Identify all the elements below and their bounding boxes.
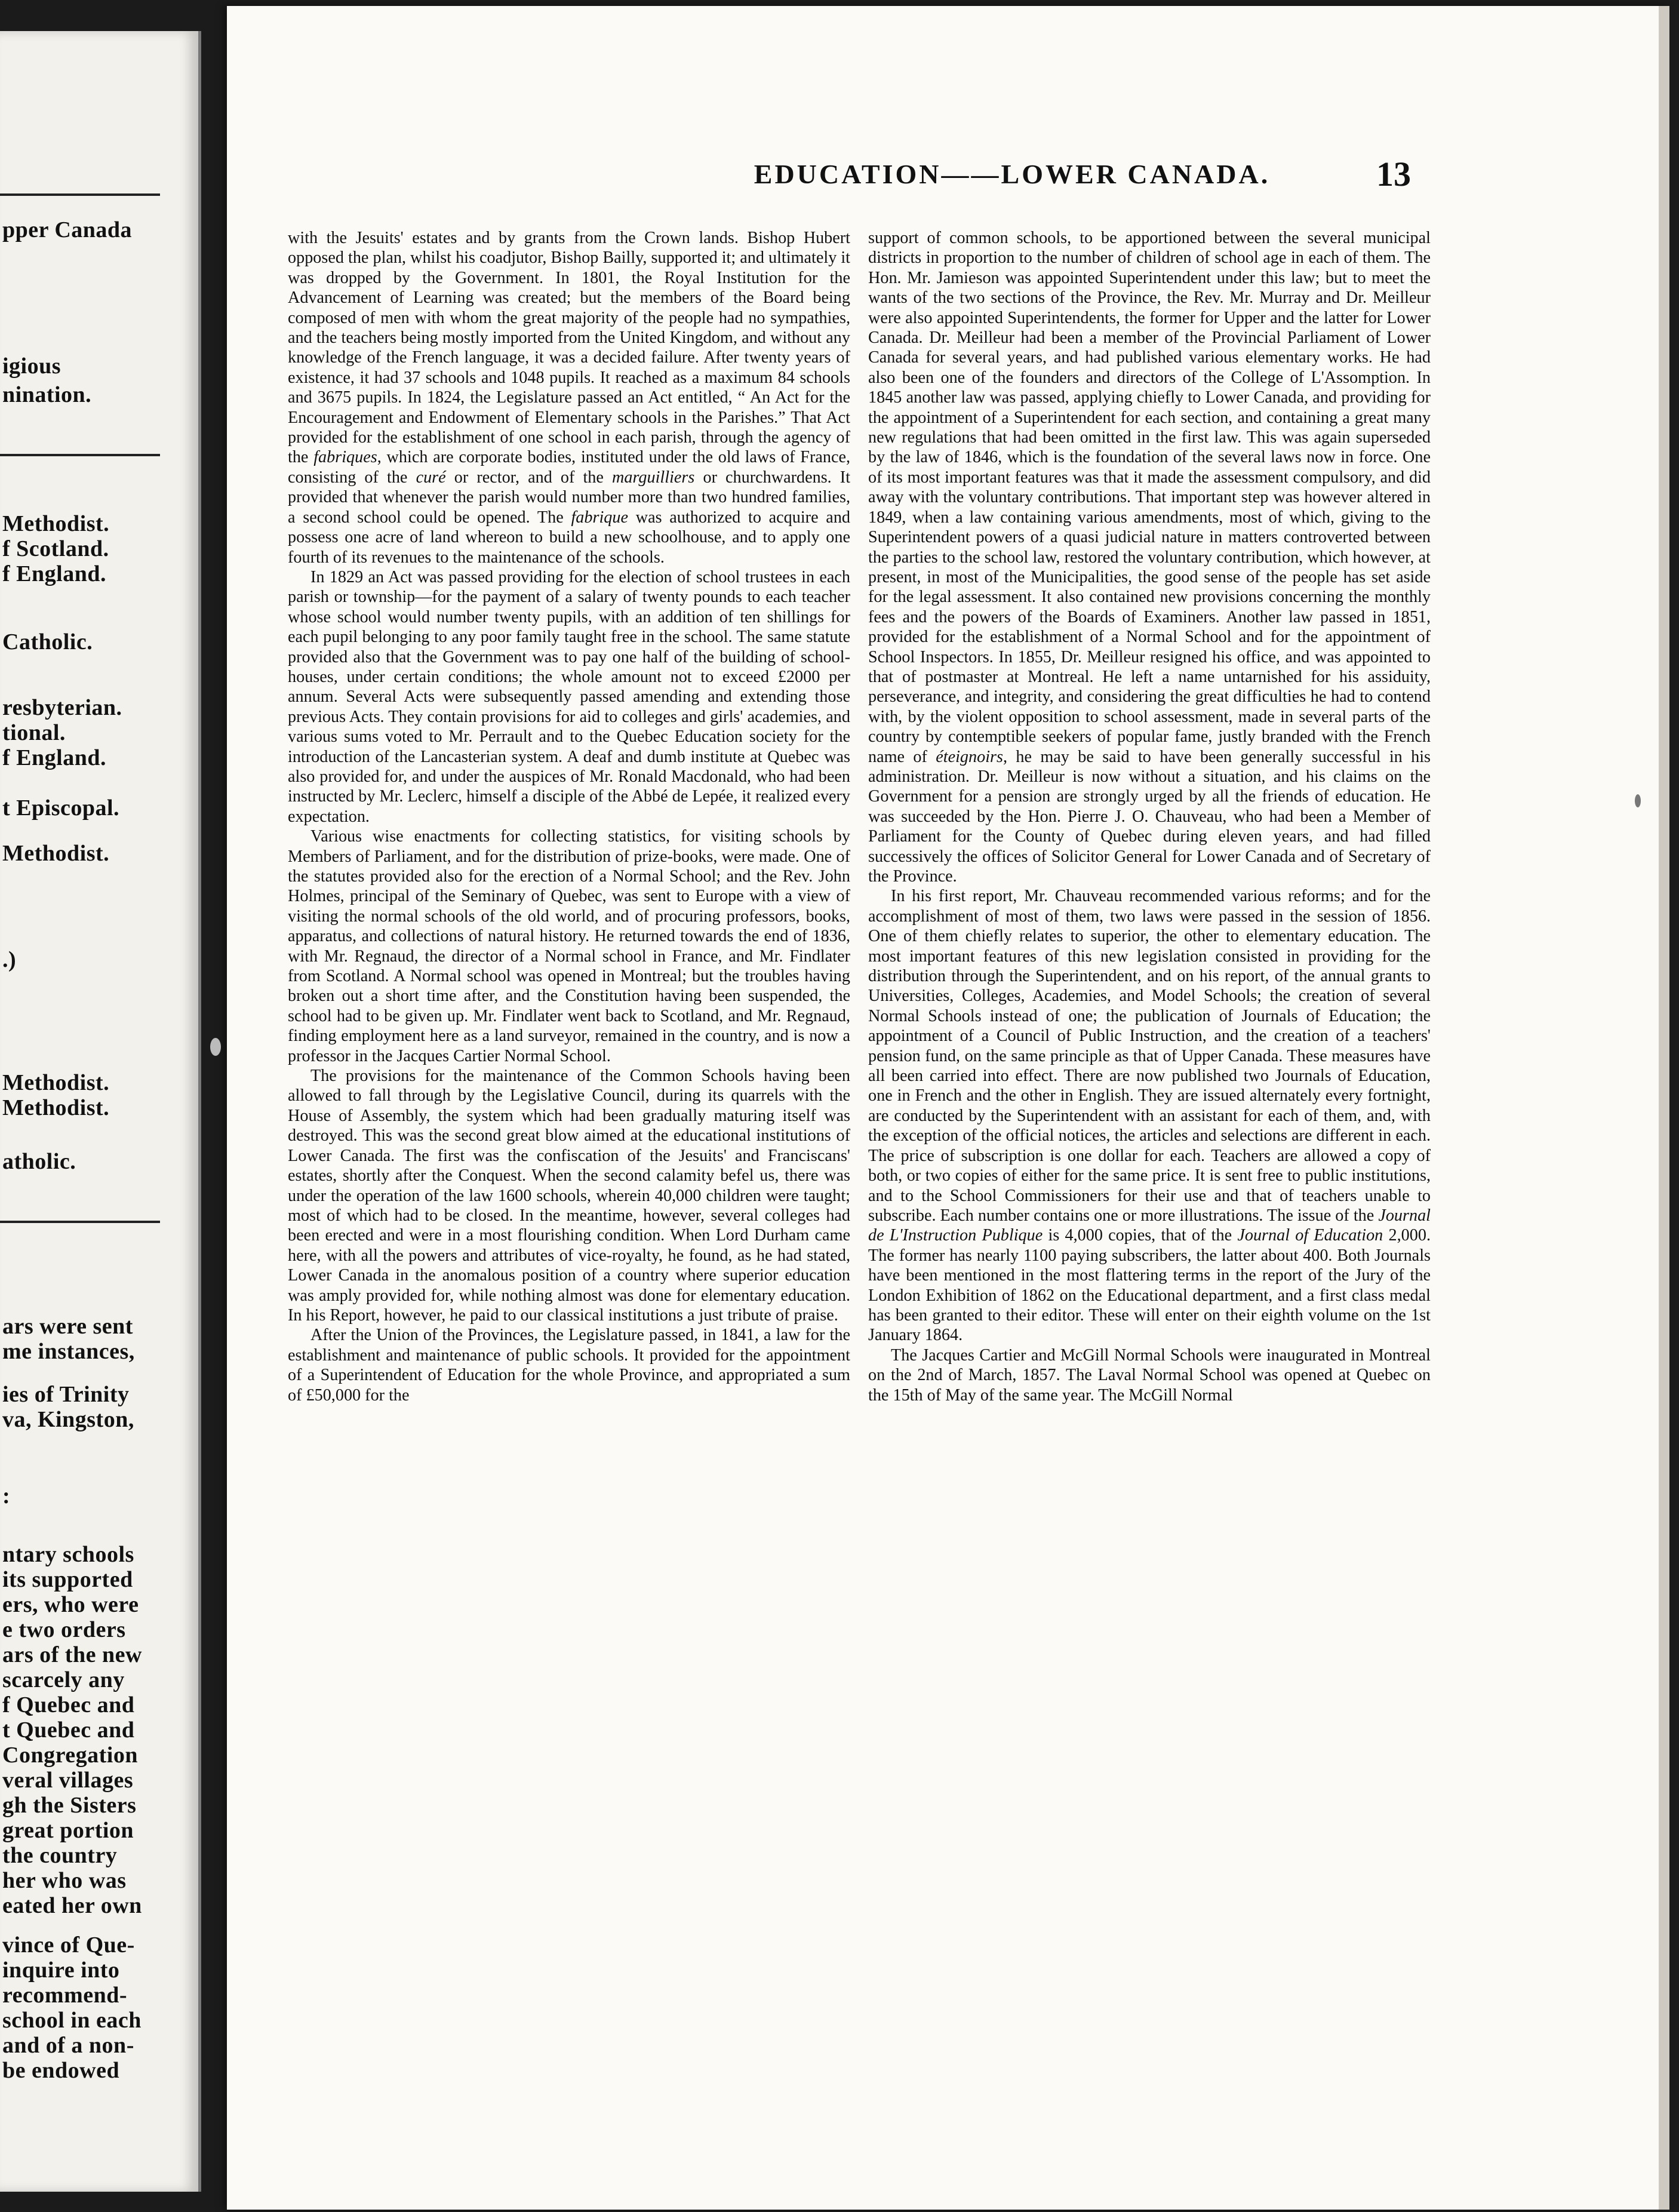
- paragraph: with the Jesuits' estates and by grants from the Crown lands. Bishop Hubert opposed the plan, whilst his coadjutor, Bishop Bailly, supported it; and ultimately it was dropped by the Government. In 1801, the Royal Institution for the Advancement of Learning was created; but the members of the Board being composed of men with whom the great majority of the people had no sympathies, and the teachers being mostly imported from the United Kingdom, and without any knowledge of the French language, it was a decided failure. After twenty years of existence, it had 37 schools and 1048 pupils. It reached as a maximum 84 schools and 3675 pupils. In 1824, the Legislature passed an Act entitled, “ An Act for the Encouragement and Endowment of Elementary schools in the Parishes.” That Act provided for the establishment of one school in each parish, through the agency of the fabriques, which are corporate bodies, instituted under the old laws of France, consisting of the curé or rector, and of the marguilliers or churchwardens. It provided that whenever the parish would number more than two hundred families, a second school could be opened. The fabrique was authorized to acquire and possess one acre of land whereon to build a new schoolhouse, and to apply one fourth of its revenues to the maintenance of the schools.: [288, 229, 850, 567]
- left-fragment: t Episcopal.: [2, 795, 120, 821]
- left-fragment: t Quebec and: [2, 1718, 135, 1743]
- left-fragment: ars of the new: [2, 1642, 142, 1667]
- left-fragment: .): [2, 947, 17, 972]
- left-fragment: Catholic.: [2, 629, 93, 655]
- paragraph: The Jacques Cartier and McGill Normal Schools were inaugurated in Montreal on the 2nd of March, 1857. The Laval Normal School was opened at Quebec on the 15th of May of the same year. The McGill Normal: [868, 1345, 1431, 1405]
- left-fragment: Congregation: [2, 1743, 138, 1768]
- left-fragment: its supported: [2, 1567, 133, 1592]
- page: [227, 6, 1669, 2210]
- text-column-left: [288, 228, 850, 2079]
- left-fragment: f Scotland.: [2, 536, 109, 561]
- paragraph: In his first report, Mr. Chauveau recommended various reforms; and for the accomplishment of most of them, two laws were passed in the session of 1856. One of them chiefly relates to superior, the other to elementary education. The most important features of this new legislation consisted in providing for the distribution through the Superintendent, and on his report, of the annual grants to Universities, Colleges, Academies, and Model Schools; the creation of several Normal Schools instead of one; the publication of Journals of Education; the appointment of a Council of Public Instruction, and the creation of a teachers' pension fund, on the same principle as that of Upper Canada. These measures have all been carried into effect. There are now published two Journals of Education, one in French and the other in English. They are issued alternately every fortnight, are conducted by the Superintendent with an assistant for each of them, and, with the exception of the official notices, the articles and selections are different in each. The price of subscription is one dollar for each. Teachers are allowed a copy of both, or two copies of either for the same price. It is sent free to public institutions, and to the School Commissioners for their use and that of teachers unable to subscribe. Each number contains one or more illustrations. The issue of the Journal de L'Instruction Publique is 4,000 copies, that of the Journal of Education 2,000. The former has nearly 1100 paying subscribers, the latter about 400. Both Journals have been mentioned in the most flattering terms in the report of the Jury of the London Exhibition of 1862 on the Educational department, and a first class medal has been granted to their editor. These will enter on their eighth volume on the 1st January 1864.: [868, 887, 1431, 1345]
- left-fragment: scarcely any: [2, 1667, 125, 1692]
- left-fragment: be endowed: [2, 2058, 120, 2083]
- left-fragment: Methodist.: [2, 841, 110, 866]
- left-fragment: pper Canada: [2, 217, 133, 242]
- left-fragment: f Quebec and: [2, 1692, 135, 1718]
- paragraph: In 1829 an Act was passed providing for the election of school trustees in each parish or township—for the payment of a salary of twenty pounds to each teacher whose school would number twenty pupils, with an addition of ten shillings for each pupil belonging to any poor family taught free in the school. The same statute provided also that the Government was to pay one half of the building of school-houses, under certain conditions; the whole amount not to exceed £2000 per annum. Several Acts were subsequently passed amending and extending those previous Acts. They contain provisions for aid to colleges and girls' academies, and various sums voted to Mr. Perrault and to the Quebec Education society for the introduction of the Lancasterian system. A deaf and dumb institute at Quebec was also provided for, and under the auspices of Mr. Ronald Macdonald, who had been instructed by Mr. Leclerc, himself a disciple of the Abbé de Lepée, it realized every expectation.: [288, 567, 850, 826]
- left-fragment: and of a non-: [2, 2033, 134, 2058]
- page-number: 13: [1376, 155, 1411, 193]
- paragraph: support of common schools, to be apportioned between the several municipal districts in proportion to the number of children of school age in each of them. The Hon. Mr. Jamieson was appointed Superintendent under this law; but to meet the wants of the two sections of the Province, the Rev. Mr. Murray and Dr. Meilleur were also appointed Superintendents, the former for Upper and the latter for Lower Canada. Dr. Meilleur had been a member of the Provincial Parliament of Lower Canada for several years, and had published various elementary works. He had also been one of the founders and directors of the College of L'Assomption. In 1845 another law was passed, applying chiefly to Lower Canada, and providing for the appointment of a Superintendent for each section, and containing a great many new regulations that had been omitted in the first law. This was again superseded by the law of 1846, which is the foundation of the several laws now in force. One of its most important features was that it made the assessment compulsory, and did away with the voluntary contributions. That important step was however altered in 1849, when a law containing various amendments, most of which, giving to the Superintendent powers of a quasi judicial nature in matters controverted between the parties to the school law, restored the voluntary contribution, which however, at present, in most of the Municipalities, the good sense of the people has set aside for the legal assessment. It also contained new provisions concerning the monthly fees and the powers of the Boards of Examiners. Another law passed in 1851, provided for the establishment of a Normal School and for the appointment of School Inspectors. In 1855, Dr. Meilleur resigned his office, and was appointed to that of postmaster at Montreal. He left a name untarnished for his assiduity, perseverance, and integrity, and considering the great difficulties he had to contend with, by the violent opposition to school assessment, made in several parts of the country by contemptible seekers of popular fame, justly branded with the French name of éteignoirs, he may be said to have been generally successful in his administration. Dr. Meilleur is now without a situation, and his claims on the Government for a pension are strongly urged by all the friends of education. He was succeeded by the Hon. Pierre J. O. Chauveau, who had been a Member of Parliament for the County of Quebec during eleven years, and had filled successively the offices of Solicitor General for Lower Canada and of Secretary of the Province.: [868, 229, 1431, 886]
- left-page-rule: [0, 193, 160, 196]
- left-fragment: nination.: [2, 382, 92, 407]
- paper-speck: [1635, 794, 1641, 807]
- left-fragment: Methodist.: [2, 511, 110, 536]
- text-column-right: [868, 228, 1431, 2079]
- left-fragment: e two orders: [2, 1617, 126, 1642]
- left-fragment: tional.: [2, 720, 66, 745]
- left-fragment: eated her own: [2, 1893, 142, 1918]
- left-fragment: school in each: [2, 2008, 142, 2033]
- paper-speck: [210, 1038, 221, 1056]
- left-fragment: f England.: [2, 561, 106, 586]
- left-fragment: ars were sent: [2, 1314, 133, 1339]
- left-fragment: atholic.: [2, 1149, 76, 1174]
- running-header: EDUCATION——LOWER CANADA.: [754, 159, 1271, 189]
- left-fragment: Methodist.: [2, 1095, 110, 1120]
- left-fragment: igious: [2, 354, 61, 379]
- paragraph: The provisions for the maintenance of the Common Schools having been allowed to fall through by the Legislative Council, during its quarrels with the House of Assembly, the system which had been gradually maturing itself was destroyed. This was the second great blow aimed at the educational institutions of Lower Canada. The first was the confiscation of the Jesuits' and Franciscans' estates, shortly after the Conquest. When the second calamity befel us, there was under the operation of the law 1600 schools, wherein 40,000 children were taught; most of which had to be closed. In the meantime, however, several colleges had been erected and were in a most flourishing condition. When Lord Durham came here, with all the powers and attributes of vice-royalty, he found, as he had stated, Lower Canada in the anomalous position of a country where superior education was amply provided for, while nothing almost was done for elementary education. In his Report, however, he paid to our classical institutions a just tribute of praise.: [288, 1067, 850, 1325]
- left-fragment: inquire into: [2, 1958, 120, 1983]
- left-fragment: Methodist.: [2, 1070, 110, 1095]
- left-fragment: the country: [2, 1843, 118, 1868]
- paragraph: Various wise enactments for collecting statistics, for visiting schools by Members of Parliament, and for the distribution of prize-books, were made. One of the statutes provided also for the erection of a Normal School; and the Rev. John Holmes, principal of the Seminary of Quebec, was sent to Europe with a view of visiting the normal schools of the old world, and of procuring professors, books, apparatus, and collections of natural history. He returned towards the end of 1836, with Mr. Regnaud, the director of a Normal school in France, and Mr. Findlater from Scotland. A Normal school was opened in Montreal; but the troubles having broken out a short time after, and the Constitution having been suspended, the school had to be given up. Mr. Findlater went back to Scotland, and Mr. Regnaud, finding employment here as a land surveyor, remained in the country, and is now a professor in the Jacques Cartier Normal School.: [288, 827, 850, 1065]
- left-fragment: veral villages: [2, 1768, 134, 1793]
- left-page-edge: [0, 31, 201, 2192]
- left-page-rule: [0, 454, 160, 456]
- left-fragment: va, Kingston,: [2, 1407, 134, 1432]
- left-page-rule: [0, 1221, 160, 1223]
- paragraph: After the Union of the Provinces, the Legislature passed, in 1841, a law for the establishment and maintenance of public schools. It provided for the appointment of a Superintendent of Education for the whole Province, and appropriated a sum of £50,000 for the: [288, 1326, 850, 1405]
- left-fragment: recommend-: [2, 1983, 128, 2008]
- left-fragment: ies of Trinity: [2, 1382, 130, 1407]
- left-fragment: me instances,: [2, 1339, 135, 1364]
- left-fragment: gh the Sisters: [2, 1793, 137, 1818]
- left-fragment: ers, who were: [2, 1592, 139, 1617]
- left-fragment: f England.: [2, 745, 106, 770]
- left-fragment: :: [2, 1483, 11, 1509]
- left-fragment: resbyterian.: [2, 695, 122, 720]
- left-fragment: ntary schools: [2, 1542, 134, 1567]
- left-fragment: vince of Que-: [2, 1933, 135, 1958]
- left-fragment: great portion: [2, 1818, 134, 1843]
- left-fragment: her who was: [2, 1868, 127, 1893]
